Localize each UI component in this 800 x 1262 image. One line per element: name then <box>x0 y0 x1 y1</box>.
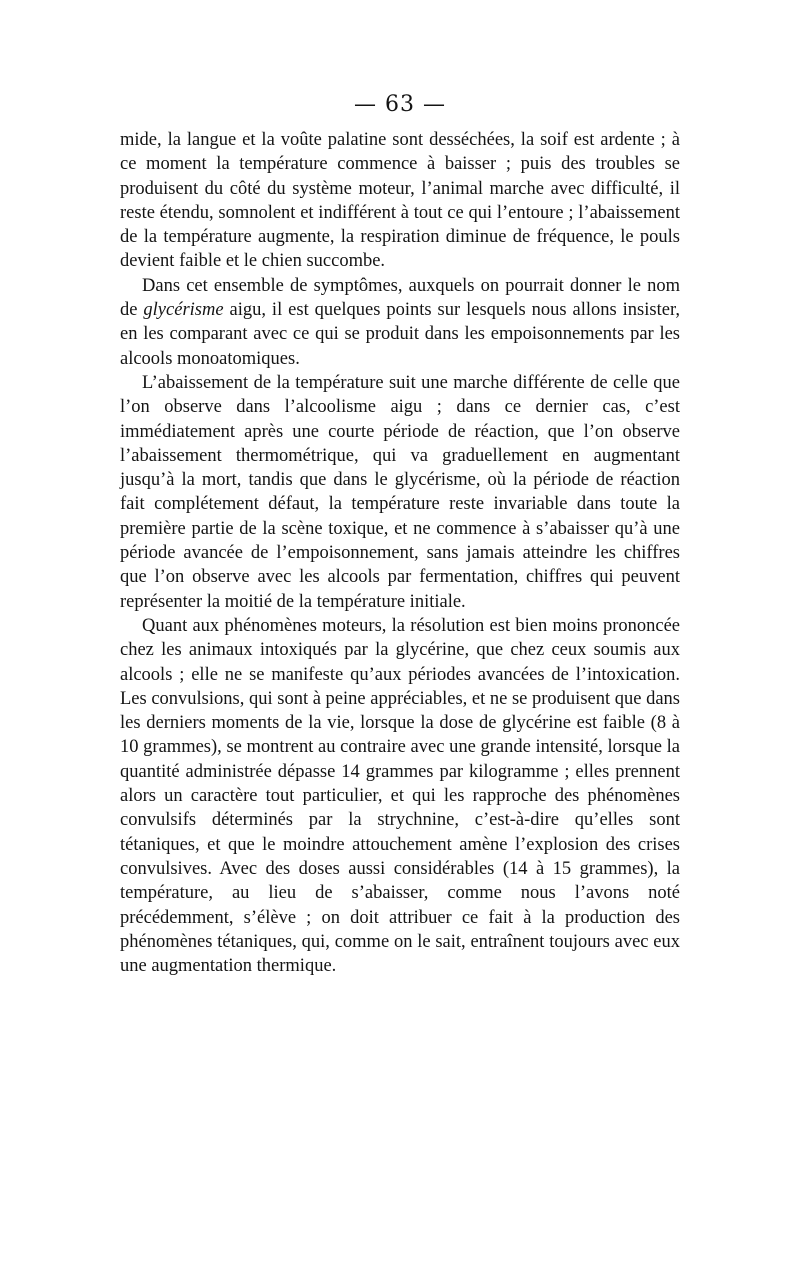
paragraph-4 <box>120 614 680 978</box>
glycerisme-term: glycérisme <box>143 300 224 321</box>
paragraph-2-text-b: aigu, il est quelques points sur lesquels nous allons insister, en les comparant avec ce qui se produit dans les empoisonnements par les alcools monoatomiques. <box>120 300 680 369</box>
paragraph-3-text: L’abaissement de la température suit une marche différente de celle que l’on observe dans l’alcoolisme aigu ; dans ce dernier cas, c’est immédiatement après une courte période de réaction, que l’on observe l’abaissement thermométrique, qui va graduellement en augmentant jusqu’à la mort, tandis que dans le glycérisme, où la période de réaction fait complétement défaut, la température reste invariable dans toute la première partie de la scène toxique, et ne commence à s’abaisser qu’à une période avancée de l’empoisonnement, sans jamais atteindre les chiffres que l’on observe avec les alcools par fermentation, chiffres qui peuvent représenter la moitié de la température initiale. <box>120 372 680 612</box>
paragraph-2-text-a: Dans cet ensemble de symptômes, auxquels on pourrait donner le nom de <box>120 275 680 321</box>
body-text <box>120 128 680 978</box>
paragraph-4-text: Quant aux phénomènes moteurs, la résolution est bien moins prononcée chez les animaux intoxiqués par la glycérine, que chez ceux soumis aux alcools ; elle ne se manifeste qu’aux périodes avancées de l’intoxication. Les convulsions, qui sont à peine appréciables, et ne se produisent que dans les derniers moments de la vie, lorsque la dose de glycérine est faible (8 à 10 grammes), se montrent au contraire avec une grande intensité, lorsque la quantité administrée dépasse 14 grammes par kilogramme ; elles prennent alors un caractère tout particulier, et qui les rapproche des phénomènes convulsifs déterminés par la strychnine, c’est-à-dire qu’elles sont tétaniques, et que le moindre attouchement amène l’explosion des crises convulsives. Avec des doses aussi considérables (14 à 15 grammes), la température, au lieu de s’abaisser, comme nous l’avons noté précédemment, s’élève ; on doit attribuer ce fait à la production des phénomènes tétaniques, qui, comme on le sait, entraînent toujours avec eux une augmentation thermique. <box>120 615 680 977</box>
paragraph-1 <box>120 128 680 274</box>
paragraph-3 <box>120 371 680 614</box>
paragraph-1-text: mide, la langue et la voûte palatine sont desséchées, la soif est ardente ; à ce moment la température commence à baisser ; puis des troubles se produisent du côté du système moteur, l’animal marche avec difficulté, il reste étendu, somnolent et indifférent à tout ce qui l’entoure ; l’abaissement de la température augmente, la respiration diminue de fréquence, le pouls devient faible et le chien succombe. <box>120 130 680 272</box>
paragraph-2 <box>120 274 680 371</box>
page-number: — 63 — <box>354 92 446 117</box>
